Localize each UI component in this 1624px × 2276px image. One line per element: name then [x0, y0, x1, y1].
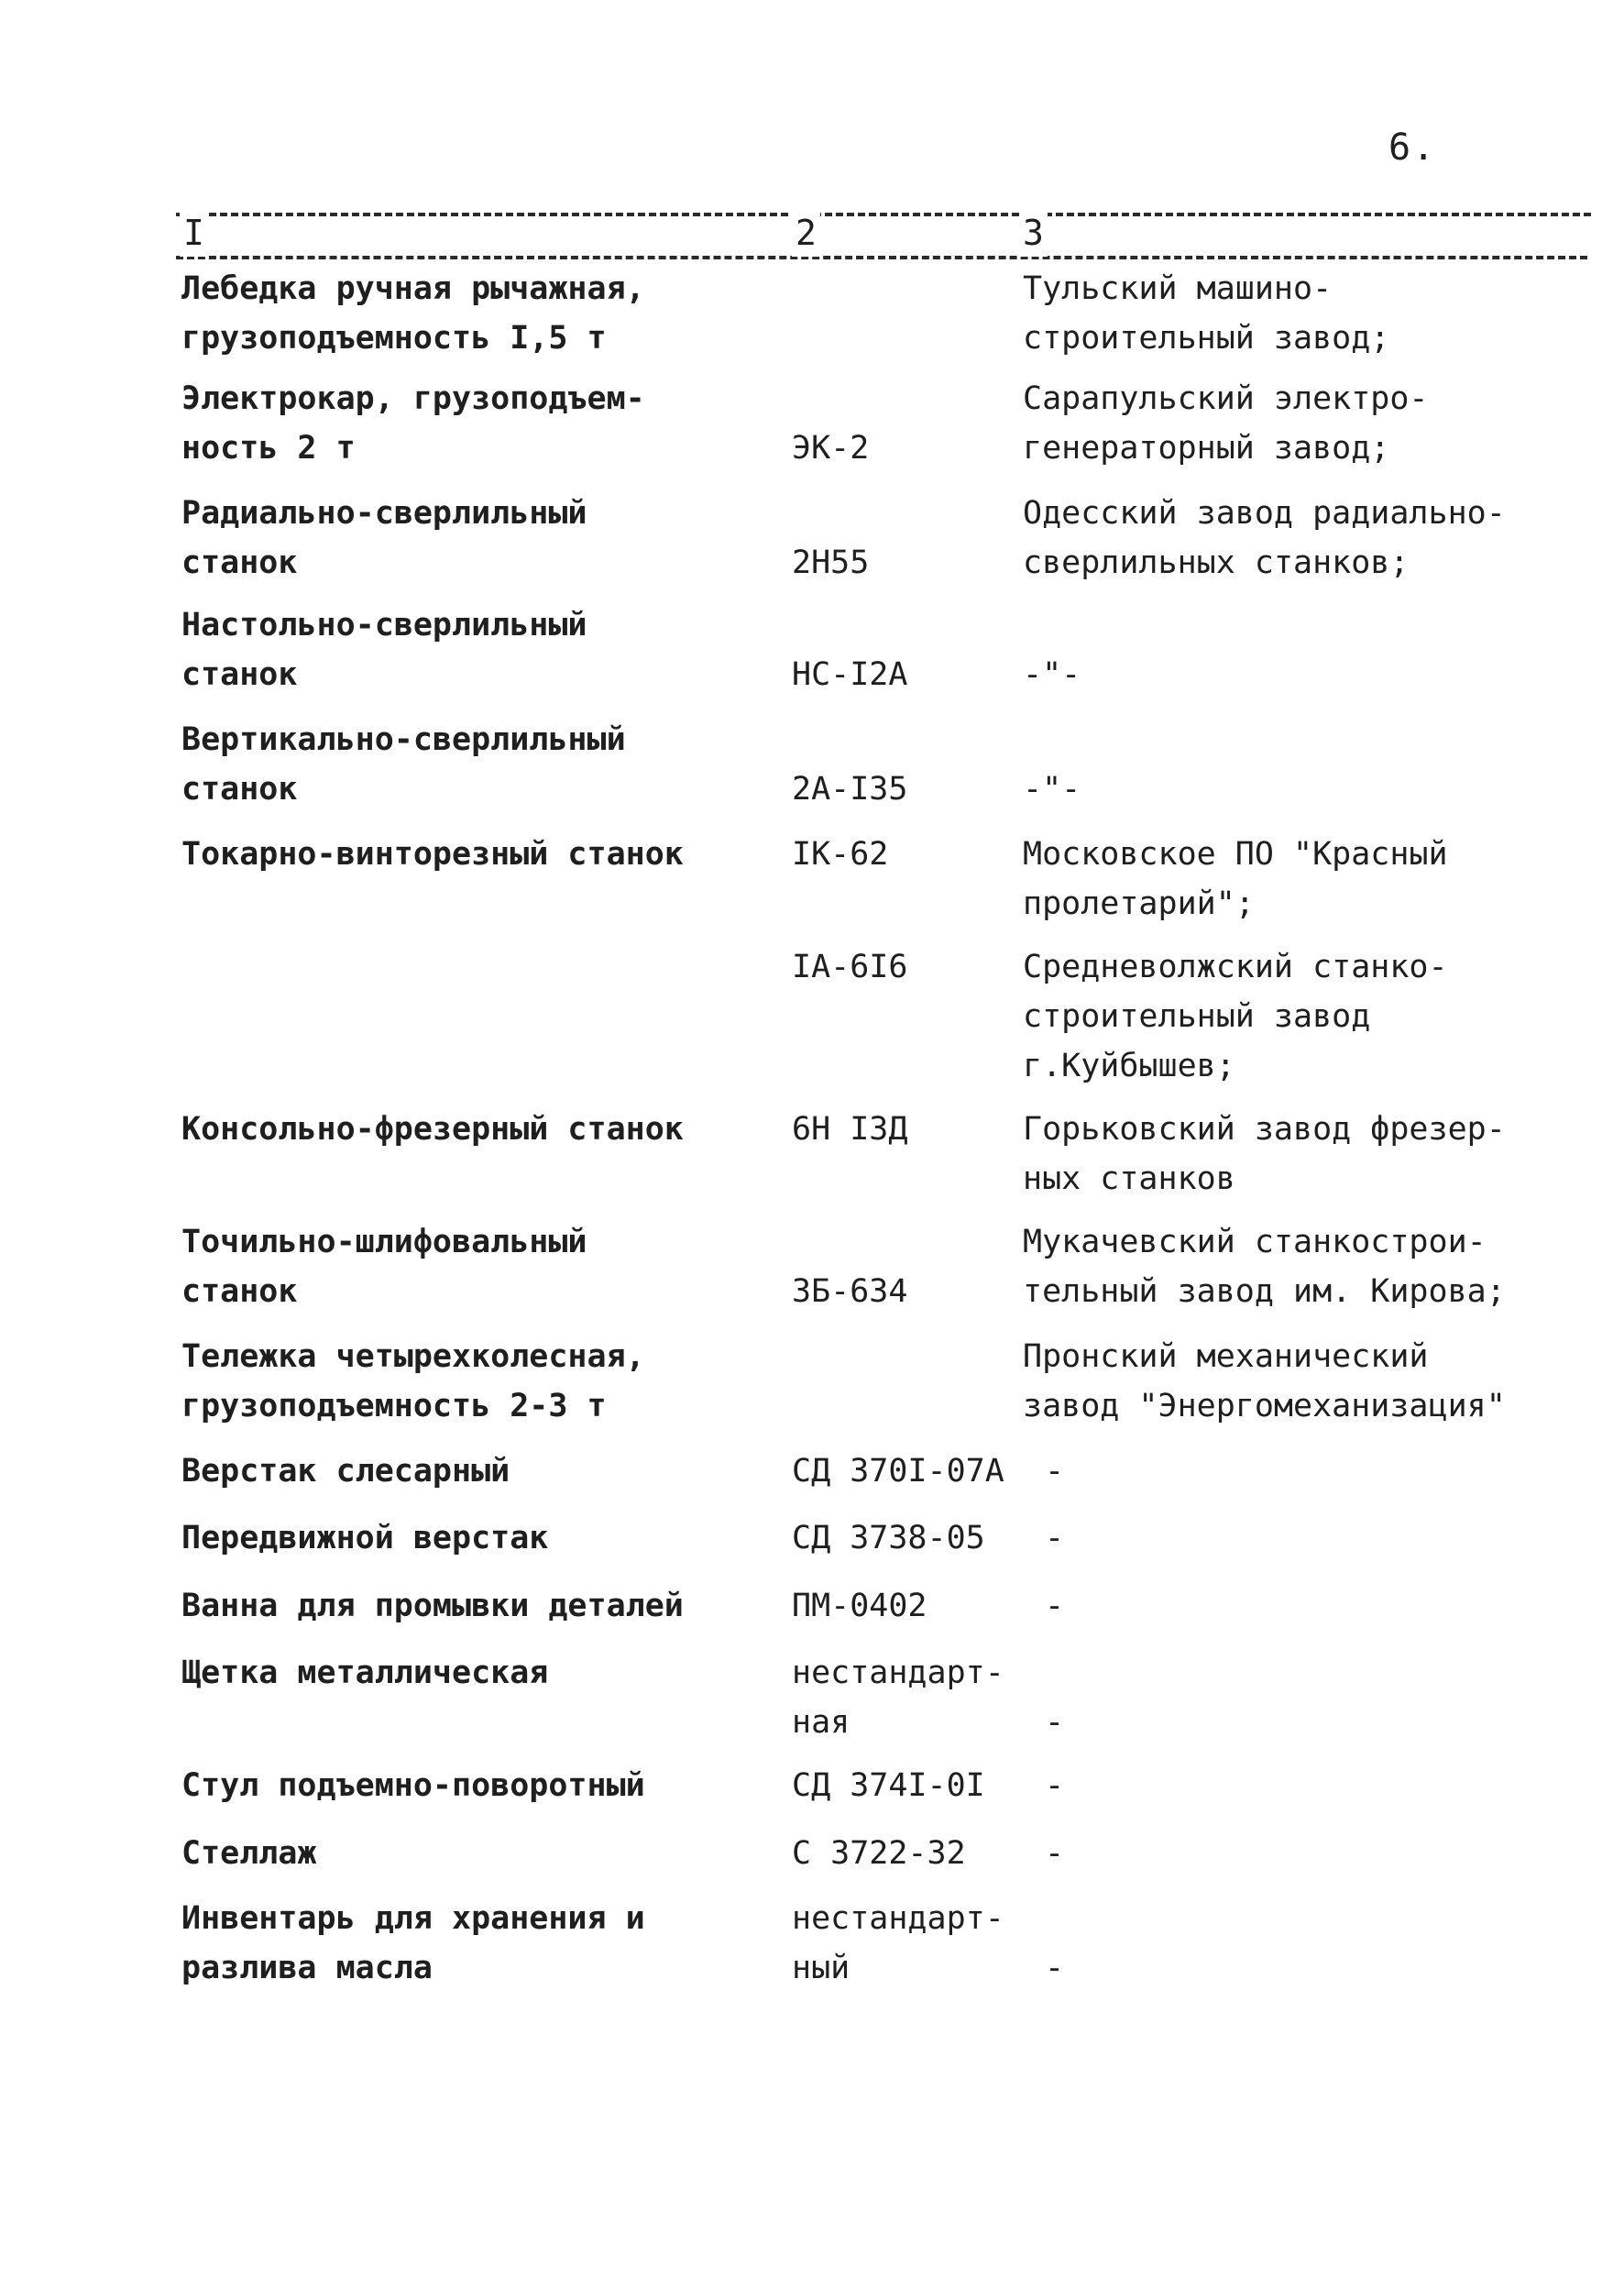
- column-header-3: 3: [1019, 209, 1048, 257]
- column-header-1: I: [180, 209, 208, 257]
- equipment-name: Верстак слесарный: [181, 1453, 510, 1490]
- equipment-maker: Одесский завод радиально- сверлильных станков;: [1023, 495, 1506, 581]
- equipment-name: Тележка четырехколесная, грузоподъемность 2-3 т: [181, 1338, 645, 1424]
- equipment-model: СД 374I-0I: [792, 1767, 985, 1804]
- equipment-model: СД 3738-05: [792, 1520, 985, 1556]
- equipment-maker: Тульский машино- строительный завод;: [1023, 270, 1390, 357]
- equipment-model: IК-62: [792, 836, 889, 873]
- equipment-name: Лебедка ручная рычажная, грузоподъемность I,5 т: [181, 270, 645, 357]
- equipment-maker: -: [1045, 1767, 1065, 1804]
- equipment-maker: Сарапульский электро- генераторный завод;: [1023, 380, 1429, 467]
- page-number: 6.: [1388, 126, 1437, 169]
- equipment-maker: -: [1045, 1704, 1065, 1741]
- equipment-name: Настольно-сверлильный станок: [181, 607, 587, 693]
- equipment-maker: Мукачевский станкострои- тельный завод им. Кирова;: [1023, 1224, 1506, 1310]
- table-header-rule: [176, 256, 1587, 259]
- equipment-name: Стеллаж: [181, 1835, 317, 1872]
- table-header: [0, 209, 1624, 264]
- column-header-2: 2: [792, 209, 820, 257]
- equipment-model: нестандарт- ный: [792, 1900, 1004, 1986]
- equipment-model: ПМ-0402: [792, 1588, 927, 1624]
- equipment-maker: Московское ПО "Красный пролетарий";: [1023, 836, 1448, 922]
- equipment-maker: -: [1045, 1950, 1065, 1986]
- equipment-maker: -: [1045, 1588, 1065, 1624]
- equipment-name: Инвентарь для хранения и разлива масла: [181, 1900, 645, 1986]
- equipment-maker: -: [1045, 1453, 1065, 1490]
- equipment-maker: -: [1045, 1835, 1065, 1872]
- equipment-model: СД 370I-07А: [792, 1453, 1004, 1490]
- equipment-name: Радиально-сверлильный станок: [181, 495, 587, 581]
- equipment-model: 3Б-634: [792, 1273, 908, 1310]
- equipment-model: С 3722-32: [792, 1835, 966, 1872]
- equipment-name: Консольно-фрезерный станок: [181, 1111, 684, 1148]
- equipment-maker: Средневолжский станко- строительный завод г.Куйбышев;: [1023, 949, 1448, 1084]
- equipment-maker: -: [1045, 1520, 1065, 1556]
- equipment-model: НС-I2А: [792, 656, 908, 693]
- equipment-model: 2Н55: [792, 544, 870, 581]
- equipment-model: IА-6I6: [792, 949, 908, 985]
- equipment-model: 2А-I35: [792, 771, 908, 808]
- equipment-name: Точильно-шлифовальный станок: [181, 1224, 587, 1310]
- equipment-name: Ванна для промывки деталей: [181, 1588, 684, 1624]
- equipment-maker: Горьковский завод фрезер- ных станков: [1023, 1111, 1506, 1197]
- equipment-name: Передвижной верстак: [181, 1520, 549, 1556]
- equipment-name: Электрокар, грузоподъем- ность 2 т: [181, 380, 645, 467]
- equipment-maker: -"-: [1023, 771, 1081, 808]
- equipment-maker: -"-: [1023, 656, 1081, 693]
- equipment-name: Токарно-винторезный станок: [181, 836, 684, 873]
- equipment-model: 6Н I3Д: [792, 1111, 908, 1148]
- equipment-model: ЭК-2: [792, 430, 870, 467]
- equipment-name: Вертикально-сверлильный станок: [181, 721, 626, 808]
- equipment-name: Стул подъемно-поворотный: [181, 1767, 645, 1804]
- equipment-name: Щетка металлическая: [181, 1655, 549, 1691]
- equipment-model: нестандарт- ная: [792, 1655, 1004, 1741]
- equipment-maker: Пронский механический завод "Энергомеханизация": [1023, 1338, 1506, 1424]
